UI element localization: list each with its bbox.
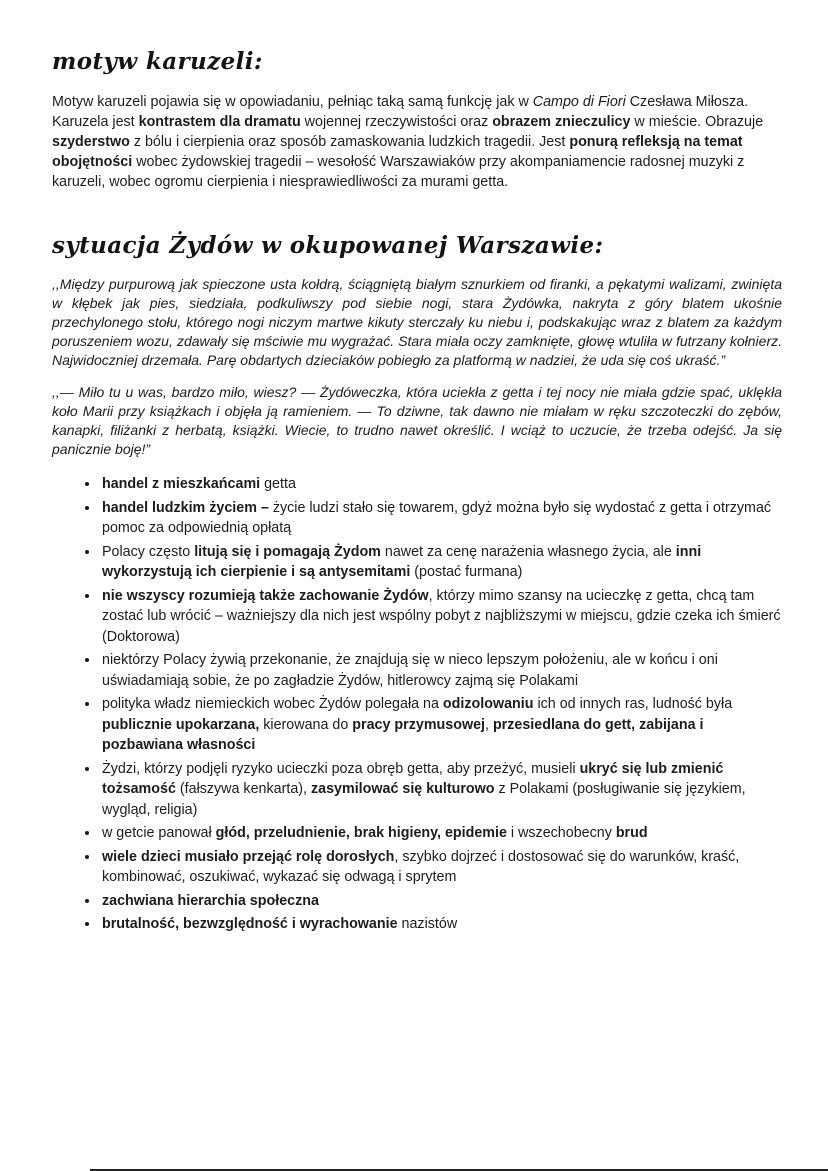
text-segment: (postać furmana) (410, 564, 523, 580)
text-segment: obrazem znieczulicy (492, 114, 631, 130)
text-segment: wobec żydowskiej tragedii – wesołość Warszawiaków przy akompaniamencie radosnej muzyki z karuzeli, wobec ogromu cierpienia i niesprawiedliwości za murami getta. (52, 154, 745, 190)
text-segment: kierowana do (259, 716, 353, 733)
quote-old-jewish-woman (52, 275, 782, 370)
list-item (100, 542, 782, 583)
list-item (100, 498, 782, 539)
text-segment: przesiedlana do gett, zabijana i pozbawiana własności (102, 716, 704, 753)
text-segment: handel z mieszkańcami (102, 476, 261, 492)
list-item (100, 650, 782, 691)
text-segment: Polacy często (102, 543, 195, 560)
text-segment: głód, przeludnienie, brak higieny, epidemie (215, 825, 507, 841)
text-segment: odizolowaniu (442, 696, 534, 712)
text-segment: w getcie panował (102, 825, 216, 841)
text-segment: polityka władz niemieckich wobec Żydów polegała na (102, 696, 443, 712)
list-item (100, 823, 782, 844)
text-segment: getta (260, 476, 296, 492)
text-segment: szyderstwo (52, 134, 130, 150)
text-segment: i wszechobecny (506, 825, 616, 841)
text-segment: niektórzy Polacy żywią przekonanie, że znajdują się w nieco lepszym położeniu, ale w końcu i oni uświadamiają sobie, że po zagładzie Żydów, hitlerowcy zajmą się Polakami (102, 652, 718, 689)
text-segment: Żydzi, którzy podjęli ryzyko ucieczki poza obręb getta, aby przeżyć, musieli (102, 760, 580, 777)
text-segment: brud (615, 825, 648, 841)
list-item (100, 891, 782, 912)
text-segment: , którzy mimo szansy na ucieczkę z getta, chcą tam zostać lub wrócić – ważniejszy dla nich jest wspólny pobyt z najbliższymi w miejscu, gdzie czeka ich śmierć (Doktorowa) (102, 587, 781, 645)
text-segment: wiele dzieci musiało przejąć rolę dorosłych (102, 848, 395, 865)
text-segment: publicznie upokarzana, (102, 716, 260, 733)
text-segment: brutalność, bezwzględność i wyrachowanie (102, 916, 398, 932)
list-item (100, 759, 782, 821)
text-segment: zachwiana hierarchia społeczna (102, 892, 319, 909)
text-segment: , (485, 716, 493, 733)
text-segment: z bólu i cierpienia oraz sposób zamaskowania ludzkich tragedii. Jest (129, 134, 570, 150)
text-segment: (fałszywa kenkarta), (175, 781, 311, 797)
text-segment: Motyw karuzeli pojawia się w opowiadaniu, pełniąc taką samą funkcję jak w (52, 94, 533, 110)
text-segment: w mieście. Obrazuje (630, 114, 764, 130)
text-segment: kontrastem dla dramatu (138, 114, 301, 130)
text-segment: Campo di Fiori (532, 94, 626, 110)
text-segment: nie wszyscy rozumieją także zachowanie Żydów (102, 587, 429, 604)
list-item (100, 694, 782, 756)
text-segment: , szybko dojrzeć i dostosować się do warunków, kraść, kombinować, oszukiwać, wykazać się odwagą i sprytem (102, 848, 740, 885)
ghetto-situation-list (52, 474, 782, 935)
text-segment: pracy przymusowej (352, 716, 485, 733)
section-heading-jews-situation: sytuacja Żydów w okupowanej Warszawie: (52, 232, 604, 259)
text-segment: inni wykorzystują ich cierpienie i są antysemitami (102, 543, 702, 580)
list-item (100, 847, 782, 888)
text-segment: ukryć się lub zmienić tożsamość (102, 760, 724, 797)
text-segment: Czesława Miłosza. Karuzela jest (52, 94, 749, 130)
text-segment: ,,Między purpurową jak spieczone usta kołdrą, ściągniętą białym sznurkiem od firanki, a pękatymi walizami, zwinięta w kłębek jak pies, siedziała, podkuliwszy pod siebie nogi, stara Żydówka, nakryta z góry blatem ukośnie przechylonego stołu, którego nogi niczym martwe kikuty sterczały ku niebu i, podskakując wraz z blatem za każdym poruszeniem wozu, zdawały się mściwie mu wygrażać. Stara miała oczy zamknięte, głowę wtuliła w futrzany kołnierz. Najwidoczniej drzemała. Parę obdartych dzieciaków pobiegło za platformą w nadziei, że uda się coś ukraść.” (52, 276, 782, 368)
text-segment: zasymilować się kulturowo (310, 781, 495, 797)
text-segment: ,,— Miło tu u was, bardzo miło, wiesz? — Żydóweczka, która uciekła z getta i tej nocy nie miała gdzie spać, uklękła koło Marii przy książkach i objęła ją ramieniem. — To dziwne, tak dawno nie miałam w ręku szczoteczki do zębów, kanapki, filiżanki z herbatą, książki. Wiecie, to trudno nawet określić. I wciąż to uczucie, że trzeba odejść. Ja się panicznie boję!” (52, 384, 782, 457)
list-item (100, 914, 782, 935)
list-item (100, 474, 782, 495)
section-heading-carousel-motif: motyw karuzeli: (52, 48, 263, 75)
text-segment: z Polakami (posługiwanie się językiem, wygląd, religia) (102, 781, 746, 818)
text-segment: nazistów (397, 916, 458, 932)
text-segment: ponurą refleksją na temat obojętności (52, 134, 743, 170)
quote-jewish-girl (52, 383, 782, 459)
text-segment: handel ludzkim życiem – (102, 499, 269, 516)
text-segment: nawet za cenę narażenia własnego życia, ale (380, 543, 676, 560)
list-item (100, 586, 782, 648)
text-segment: wojennej rzeczywistości oraz (300, 114, 493, 130)
text-segment: litują się i pomagają Żydom (194, 543, 381, 560)
text-segment: życie ludzi stało się towarem, gdyż można było się wydostać z getta i otrzymać pomoc za odpowiednią opłatą (102, 499, 772, 536)
text-segment: ich od innych ras, ludność była (533, 696, 733, 712)
paragraph-carousel-motif (52, 92, 782, 192)
